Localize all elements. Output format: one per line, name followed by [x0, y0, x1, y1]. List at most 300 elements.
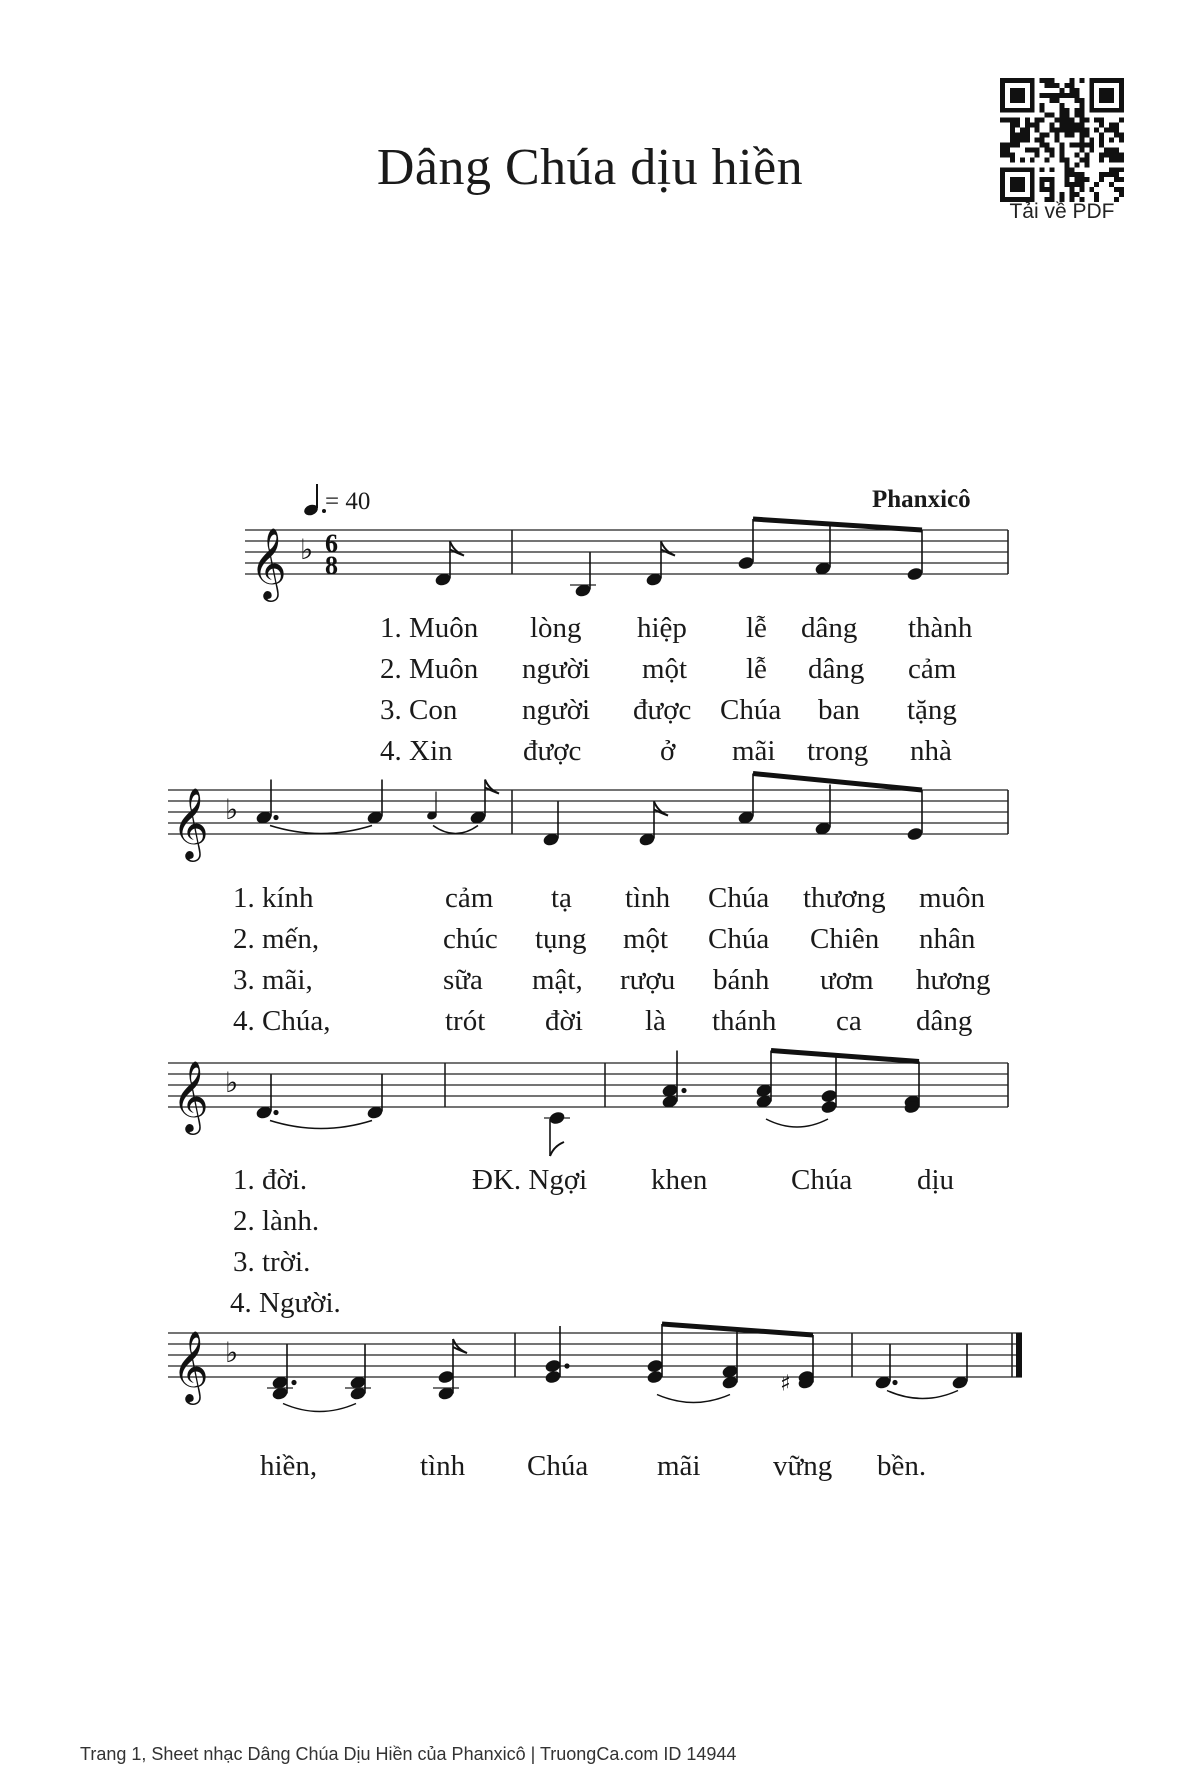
- lyric: người: [522, 653, 591, 685]
- beam: [753, 774, 922, 791]
- lyric: ươm: [820, 964, 874, 996]
- qr-finder: [1089, 108, 1124, 113]
- augmentation-dot: [681, 1088, 686, 1093]
- tie: [887, 1391, 958, 1399]
- lyric: được: [523, 735, 582, 767]
- lyric: hiệp: [637, 612, 687, 644]
- qr-module: [1040, 133, 1045, 138]
- qr-module: [1064, 123, 1069, 128]
- treble-clef-icon: 𝄞: [172, 786, 209, 859]
- qr-module: [1060, 157, 1065, 162]
- lyric: dịu: [917, 1164, 955, 1196]
- qr-module: [1099, 133, 1104, 138]
- qr-module: [1114, 152, 1119, 157]
- lyric: cảm: [445, 882, 494, 914]
- qr-module: [1040, 167, 1045, 172]
- lyric: tạ: [551, 882, 572, 914]
- qr-module: [1079, 157, 1084, 162]
- flat-sign-icon: ♭: [225, 1066, 239, 1099]
- tie: [657, 1395, 730, 1403]
- lyric: 3. mãi,: [233, 964, 313, 996]
- footer-text: Trang 1, Sheet nhạc Dâng Chúa Dịu Hiền của Phanxicô | TruongCa.com ID 14944: [80, 1744, 737, 1764]
- eighth-flag: [485, 780, 499, 794]
- qr-module: [1079, 142, 1084, 147]
- lyric: sữa: [443, 964, 483, 996]
- qr-module: [1060, 152, 1065, 157]
- qr-module: [1084, 118, 1089, 123]
- qr-module: [1064, 108, 1069, 113]
- qr-module: [1010, 142, 1015, 147]
- qr-module: [1094, 118, 1099, 123]
- qr-module: [1079, 118, 1084, 123]
- qr-module: [1084, 177, 1089, 182]
- qr-module: [1089, 138, 1094, 143]
- qr-module: [1109, 157, 1114, 162]
- qr-module: [1060, 142, 1065, 147]
- qr-module: [1069, 128, 1074, 133]
- lyric: dâng: [808, 653, 865, 685]
- lyric: hiền,: [260, 1450, 318, 1482]
- qr-finder: [1000, 167, 1035, 172]
- qr-module: [1064, 113, 1069, 118]
- qr-module: [1040, 93, 1045, 98]
- qr-module: [1074, 192, 1079, 197]
- qr-module: [1055, 98, 1060, 103]
- qr-module: [1114, 123, 1119, 128]
- qr-module: [1005, 147, 1010, 152]
- lyric: tình: [625, 882, 671, 914]
- qr-module: [1084, 162, 1089, 167]
- qr-finder: [1000, 167, 1005, 202]
- final-bar-thick: [1016, 1333, 1022, 1377]
- qr-module: [1055, 138, 1060, 143]
- qr-module: [1040, 182, 1045, 187]
- sharp-sign-icon: ♯: [780, 1371, 791, 1397]
- lyric: dâng: [916, 1005, 973, 1037]
- qr-module: [1109, 182, 1114, 187]
- qr-module: [1074, 152, 1079, 157]
- qr-module: [1040, 118, 1045, 123]
- lyric: 4. Xin: [380, 735, 453, 767]
- qr-module: [1020, 128, 1025, 133]
- lyric: nhân: [919, 923, 976, 955]
- qr-module: [1045, 93, 1050, 98]
- qr-module: [1084, 152, 1089, 157]
- lyric: được: [633, 694, 692, 726]
- qr-module: [1025, 138, 1030, 143]
- lyric: 2. lành.: [233, 1205, 320, 1237]
- qr-module: [1084, 128, 1089, 133]
- beam: [753, 519, 922, 530]
- lyric: Chúa: [708, 882, 770, 914]
- qr-module: [1045, 113, 1050, 118]
- qr-module: [1064, 83, 1069, 88]
- qr-module: [1000, 142, 1005, 147]
- qr-module: [1099, 177, 1104, 182]
- qr-module: [1064, 93, 1069, 98]
- qr-module: [1074, 172, 1079, 177]
- qr-module: [1069, 118, 1074, 123]
- qr-module: [1060, 128, 1065, 133]
- augmentation-dot: [273, 1110, 278, 1115]
- qr-module: [1074, 177, 1079, 182]
- lyric: khen: [651, 1164, 708, 1196]
- qr-module: [1069, 187, 1074, 192]
- flat-sign-icon: ♭: [225, 1336, 239, 1369]
- lyric: 3. Con: [380, 694, 458, 726]
- qr-module: [1050, 98, 1055, 103]
- qr-module: [1005, 152, 1010, 157]
- lyric: mãi: [657, 1450, 701, 1482]
- qr-module: [1060, 93, 1065, 98]
- song-title: Dâng Chúa dịu hiền: [376, 139, 804, 196]
- qr-module: [1060, 88, 1065, 93]
- qr-module: [1015, 133, 1020, 138]
- qr-module: [1104, 128, 1109, 133]
- qr-module: [1114, 187, 1119, 192]
- qr-module: [1089, 187, 1094, 192]
- lyric: lễ: [746, 612, 767, 644]
- qr-module: [1015, 123, 1020, 128]
- qr-module: [1050, 113, 1055, 118]
- qr-code[interactable]: [1000, 78, 1124, 202]
- qr-module: [1079, 108, 1084, 113]
- qr-module: [1060, 118, 1065, 123]
- qr-module: [1060, 113, 1065, 118]
- eighth-flag: [450, 542, 464, 556]
- qr-module: [1030, 157, 1035, 162]
- qr-module: [1025, 128, 1030, 133]
- lyric: thương: [803, 882, 886, 914]
- qr-module: [1094, 182, 1099, 187]
- staff-system-2: [0, 770, 1200, 890]
- lyric: Chúa: [720, 694, 782, 726]
- eighth-flag: [550, 1142, 564, 1156]
- qr-finder: [1089, 78, 1094, 113]
- qr-module: [1069, 88, 1074, 93]
- treble-clef-icon: 𝄞: [250, 526, 287, 599]
- qr-module: [1114, 167, 1119, 172]
- qr-module: [1079, 103, 1084, 108]
- augmentation-dot: [291, 1380, 296, 1385]
- qr-module: [1025, 118, 1030, 123]
- tie: [283, 1404, 356, 1412]
- qr-module: [1064, 162, 1069, 167]
- qr-module: [1069, 167, 1074, 172]
- qr-module: [1050, 123, 1055, 128]
- qr-module: [1109, 128, 1114, 133]
- staff-system-4: [0, 1313, 1200, 1443]
- qr-module: [1099, 152, 1104, 157]
- qr-module: [1074, 128, 1079, 133]
- qr-module: [1074, 88, 1079, 93]
- lyric: Chúa: [708, 923, 770, 955]
- qr-module: [1015, 138, 1020, 143]
- lyric: vững: [773, 1450, 833, 1482]
- download-pdf-label[interactable]: Tải về PDF: [1009, 200, 1115, 223]
- qr-module: [1109, 147, 1114, 152]
- augmentation-dot: [564, 1363, 569, 1368]
- qr-module: [1094, 192, 1099, 197]
- lyric: Chúa: [527, 1450, 589, 1482]
- lyric: ĐK. Ngợi: [472, 1164, 588, 1196]
- qr-module: [1055, 128, 1060, 133]
- qr-finder: [1000, 78, 1035, 83]
- qr-module: [1094, 128, 1099, 133]
- qr-module: [1040, 138, 1045, 143]
- qr-module: [1025, 147, 1030, 152]
- qr-finder: [1000, 108, 1035, 113]
- qr-module: [1119, 133, 1124, 138]
- lyric: 1. đời.: [233, 1164, 308, 1196]
- lyric: lòng: [530, 612, 582, 644]
- augmentation-dot: [892, 1380, 897, 1385]
- qr-module: [1099, 157, 1104, 162]
- lyric: nhà: [910, 735, 952, 767]
- qr-module: [1064, 172, 1069, 177]
- qr-module: [1079, 177, 1084, 182]
- qr-module: [1050, 128, 1055, 133]
- eighth-flag: [661, 542, 675, 556]
- qr-module: [1104, 147, 1109, 152]
- lyric: một: [623, 923, 669, 955]
- lyric: là: [645, 1005, 666, 1037]
- lyric: đời: [545, 1005, 583, 1037]
- lyric: một: [642, 653, 688, 685]
- lyric: ban: [818, 694, 860, 726]
- qr-module: [1005, 142, 1010, 147]
- lyric: chúc: [443, 923, 498, 955]
- qr-module: [1074, 142, 1079, 147]
- qr-finder: [1030, 167, 1035, 202]
- qr-module: [1084, 157, 1089, 162]
- qr-module: [1079, 187, 1084, 192]
- qr-module: [1109, 167, 1114, 172]
- lyric: 1. Muôn: [380, 612, 479, 644]
- eighth-flag: [654, 802, 668, 816]
- qr-module: [1050, 147, 1055, 152]
- qr-module: [1069, 78, 1074, 83]
- lyric: trót: [445, 1005, 486, 1037]
- qr-finder: [1089, 78, 1124, 83]
- qr-module: [1005, 118, 1010, 123]
- staff-system-3: [0, 1043, 1200, 1173]
- time-signature-bottom: 8: [325, 551, 338, 580]
- qr-module: [1069, 142, 1074, 147]
- lyric: 4. Chúa,: [233, 1005, 331, 1037]
- qr-module: [1020, 138, 1025, 143]
- qr-module: [1064, 177, 1069, 182]
- lyric: mật,: [532, 964, 583, 996]
- lyric: ở: [660, 735, 676, 767]
- qr-module: [1045, 147, 1050, 152]
- qr-module: [1035, 128, 1040, 133]
- lyric: ca: [836, 1005, 862, 1037]
- qr-module: [1069, 93, 1074, 98]
- qr-module: [1010, 128, 1015, 133]
- qr-module: [1114, 172, 1119, 177]
- lyric: tình: [420, 1450, 466, 1482]
- tie: [766, 1119, 828, 1127]
- qr-module: [1109, 172, 1114, 177]
- qr-finder: [1119, 78, 1124, 113]
- qr-module: [1104, 172, 1109, 177]
- qr-module: [1074, 182, 1079, 187]
- qr-module: [1064, 128, 1069, 133]
- augmentation-dot: [273, 815, 278, 820]
- beam: [771, 1051, 919, 1062]
- lyric: cảm: [908, 653, 957, 685]
- qr-finder: [1099, 88, 1114, 103]
- lyric: tặng: [907, 694, 957, 726]
- qr-module: [1074, 113, 1079, 118]
- qr-module: [1069, 172, 1074, 177]
- qr-finder: [1010, 88, 1025, 103]
- qr-module: [1119, 152, 1124, 157]
- qr-module: [1109, 152, 1114, 157]
- qr-module: [1069, 83, 1074, 88]
- qr-module: [1104, 152, 1109, 157]
- qr-module: [1119, 192, 1124, 197]
- lyric: 1. kính: [233, 882, 314, 914]
- qr-module: [1084, 142, 1089, 147]
- tie: [270, 1121, 372, 1129]
- qr-module: [1030, 123, 1035, 128]
- qr-module: [1109, 123, 1114, 128]
- lyric: bền.: [877, 1450, 927, 1482]
- time-signature-top: 6: [325, 529, 338, 558]
- qr-module: [1089, 142, 1094, 147]
- qr-module: [1050, 192, 1055, 197]
- qr-finder: [1030, 78, 1035, 113]
- qr-module: [1045, 142, 1050, 147]
- qr-module: [1035, 138, 1040, 143]
- qr-module: [1064, 118, 1069, 123]
- qr-module: [1010, 138, 1015, 143]
- qr-module: [1119, 187, 1124, 192]
- qr-module: [1069, 182, 1074, 187]
- qr-module: [1114, 128, 1119, 133]
- tie: [433, 826, 478, 834]
- staff-system-1: [0, 500, 1200, 620]
- lyric: dâng: [801, 612, 858, 644]
- qr-module: [1060, 123, 1065, 128]
- qr-finder: [1010, 177, 1025, 192]
- qr-module: [1119, 157, 1124, 162]
- lyric: trong: [807, 735, 869, 767]
- qr-module: [1040, 103, 1045, 108]
- lyric: Chúa: [791, 1164, 853, 1196]
- qr-module: [1064, 157, 1069, 162]
- lyric: thánh: [712, 1005, 777, 1037]
- lyric: mãi: [732, 735, 776, 767]
- lyric: 4. Người.: [230, 1287, 341, 1319]
- qr-module: [1074, 108, 1079, 113]
- qr-module: [1114, 177, 1119, 182]
- qr-module: [1074, 93, 1079, 98]
- qr-module: [1099, 172, 1104, 177]
- qr-module: [1035, 147, 1040, 152]
- qr-module: [1045, 78, 1050, 83]
- qr-module: [1074, 123, 1079, 128]
- qr-module: [1119, 177, 1124, 182]
- qr-module: [1079, 182, 1084, 187]
- qr-module: [1050, 182, 1055, 187]
- qr-module: [1030, 147, 1035, 152]
- qr-module: [1000, 118, 1005, 123]
- lyric: bánh: [713, 964, 770, 996]
- qr-finder: [1000, 78, 1005, 113]
- qr-module: [1089, 147, 1094, 152]
- qr-module: [1010, 133, 1015, 138]
- qr-module: [1079, 113, 1084, 118]
- qr-module: [1015, 118, 1020, 123]
- qr-module: [1000, 152, 1005, 157]
- qr-module: [1055, 83, 1060, 88]
- qr-module: [1079, 133, 1084, 138]
- lyric: Chiên: [810, 923, 880, 955]
- flat-sign-icon: ♭: [225, 793, 239, 826]
- qr-module: [1079, 78, 1084, 83]
- qr-module: [1114, 147, 1119, 152]
- qr-module: [1079, 147, 1084, 152]
- flat-sign-icon: ♭: [300, 533, 314, 566]
- qr-module: [1064, 133, 1069, 138]
- qr-module: [1084, 133, 1089, 138]
- qr-module: [1025, 123, 1030, 128]
- eighth-flag: [453, 1339, 467, 1353]
- qr-module: [1050, 187, 1055, 192]
- qr-module: [1069, 133, 1074, 138]
- lyric: hương: [916, 964, 991, 996]
- lyric: 2. mến,: [233, 923, 320, 955]
- qr-module: [1099, 118, 1104, 123]
- treble-clef-icon: 𝄞: [172, 1059, 209, 1132]
- qr-module: [1079, 128, 1084, 133]
- lyric: 2. Muôn: [380, 653, 479, 685]
- qr-module: [1109, 138, 1114, 143]
- qr-module: [1050, 177, 1055, 182]
- qr-module: [1064, 182, 1069, 187]
- composer-name: Phanxicô: [872, 486, 971, 513]
- qr-module: [1074, 162, 1079, 167]
- qr-module: [1040, 177, 1045, 182]
- qr-module: [1040, 142, 1045, 147]
- qr-module: [1055, 118, 1060, 123]
- lyric: muôn: [919, 882, 986, 914]
- qr-module: [1079, 138, 1084, 143]
- qr-module: [1119, 118, 1124, 123]
- qr-module: [1079, 123, 1084, 128]
- qr-module: [1060, 103, 1065, 108]
- qr-module: [1015, 142, 1020, 147]
- lyric: 3. trời.: [233, 1246, 311, 1278]
- tie: [270, 826, 372, 834]
- qr-module: [1069, 192, 1074, 197]
- lyric: người: [522, 694, 591, 726]
- qr-module: [1045, 83, 1050, 88]
- qr-module: [1010, 157, 1015, 162]
- qr-module: [1000, 147, 1005, 152]
- qr-module: [1060, 192, 1065, 197]
- qr-module: [1060, 108, 1065, 113]
- qr-module: [1074, 98, 1079, 103]
- qr-module: [1040, 187, 1045, 192]
- qr-module: [1010, 123, 1015, 128]
- qr-module: [1114, 157, 1119, 162]
- qr-module: [1020, 133, 1025, 138]
- qr-module: [1079, 98, 1084, 103]
